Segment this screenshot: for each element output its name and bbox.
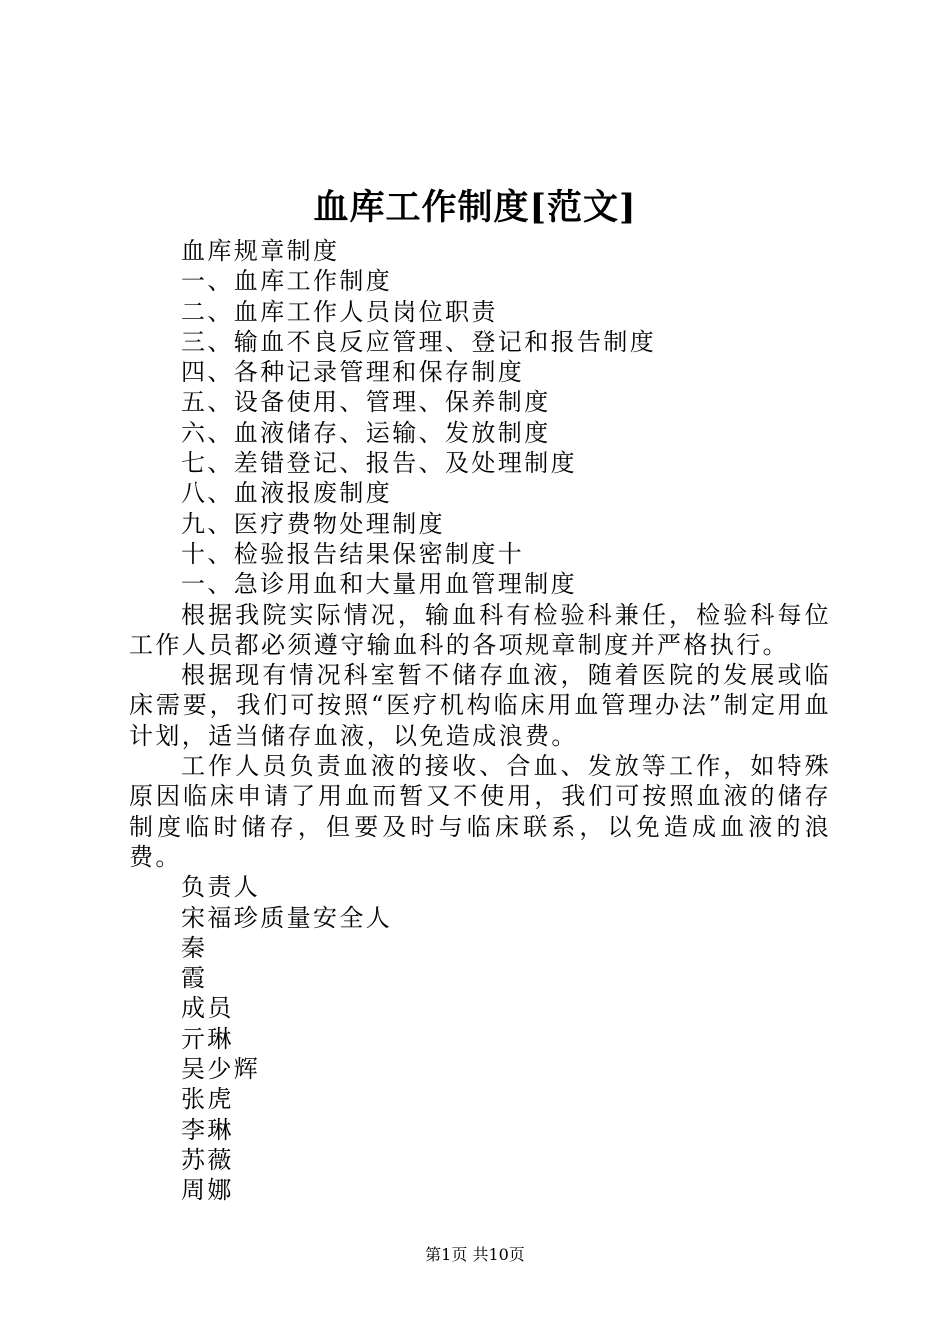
staff-line: 成员 xyxy=(181,994,234,1023)
list-line: 一、血库工作制度 xyxy=(181,267,393,296)
list-line: 二、血库工作人员岗位职责 xyxy=(181,297,498,326)
staff-line: 吴少辉 xyxy=(181,1055,261,1084)
list-line: 六、血液储存、运输、发放制度 xyxy=(181,418,551,447)
list-line: 一、急诊用血和大量用血管理制度 xyxy=(181,570,577,599)
list-line: 十、检验报告结果保密制度十 xyxy=(181,539,525,568)
regulation-list xyxy=(129,236,831,600)
staff-line: 宋福珍质量安全人 xyxy=(181,903,393,932)
body-paragraph: 根据我院实际情况，输血科有检验科兼任，检验科每位工作人员都必须遵守输血科的各项规章制度并严格执行。 xyxy=(129,600,831,659)
list-line: 三、输血不良反应管理、登记和报告制度 xyxy=(181,327,657,356)
list-line: 九、医疗费物处理制度 xyxy=(181,509,445,538)
staff-line: 张虎 xyxy=(181,1085,234,1114)
staff-list xyxy=(129,872,831,1205)
document-body xyxy=(129,236,831,1206)
staff-line: 负责人 xyxy=(181,873,261,902)
document-title: 血库工作制度[范文] xyxy=(313,187,637,228)
staff-line: 秦 xyxy=(181,933,208,962)
list-line: 血库规章制度 xyxy=(181,237,340,265)
staff-line: 李琳 xyxy=(181,1115,234,1144)
body-paragraph: 根据现有情况科室暂不储存血液，随着医院的发展或临床需要，我们可按照“医疗机构临床用血管理办法”制定用血计划，适当储存血液，以免造成浪费。 xyxy=(129,661,831,750)
staff-line: 霞 xyxy=(181,964,208,993)
list-line: 五、设备使用、管理、保养制度 xyxy=(181,388,551,417)
staff-line: 苏薇 xyxy=(181,1145,234,1174)
list-line: 七、差错登记、报告、及处理制度 xyxy=(181,449,577,478)
staff-line: 周娜 xyxy=(181,1176,234,1205)
body-paragraph: 工作人员负责血液的接收、合血、发放等工作，如特殊原因临床申请了用血而暂又不使用，我们可按照血液的储存制度临时储存，但要及时与临床联系，以免造成血液的浪费。 xyxy=(129,752,831,871)
staff-line: 亓琳 xyxy=(181,1024,234,1053)
body-paragraphs xyxy=(129,600,831,873)
list-line: 四、各种记录管理和保存制度 xyxy=(181,358,525,387)
page-footer: 第1页 共10页 xyxy=(425,1245,525,1264)
list-line: 八、血液报废制度 xyxy=(181,479,393,508)
